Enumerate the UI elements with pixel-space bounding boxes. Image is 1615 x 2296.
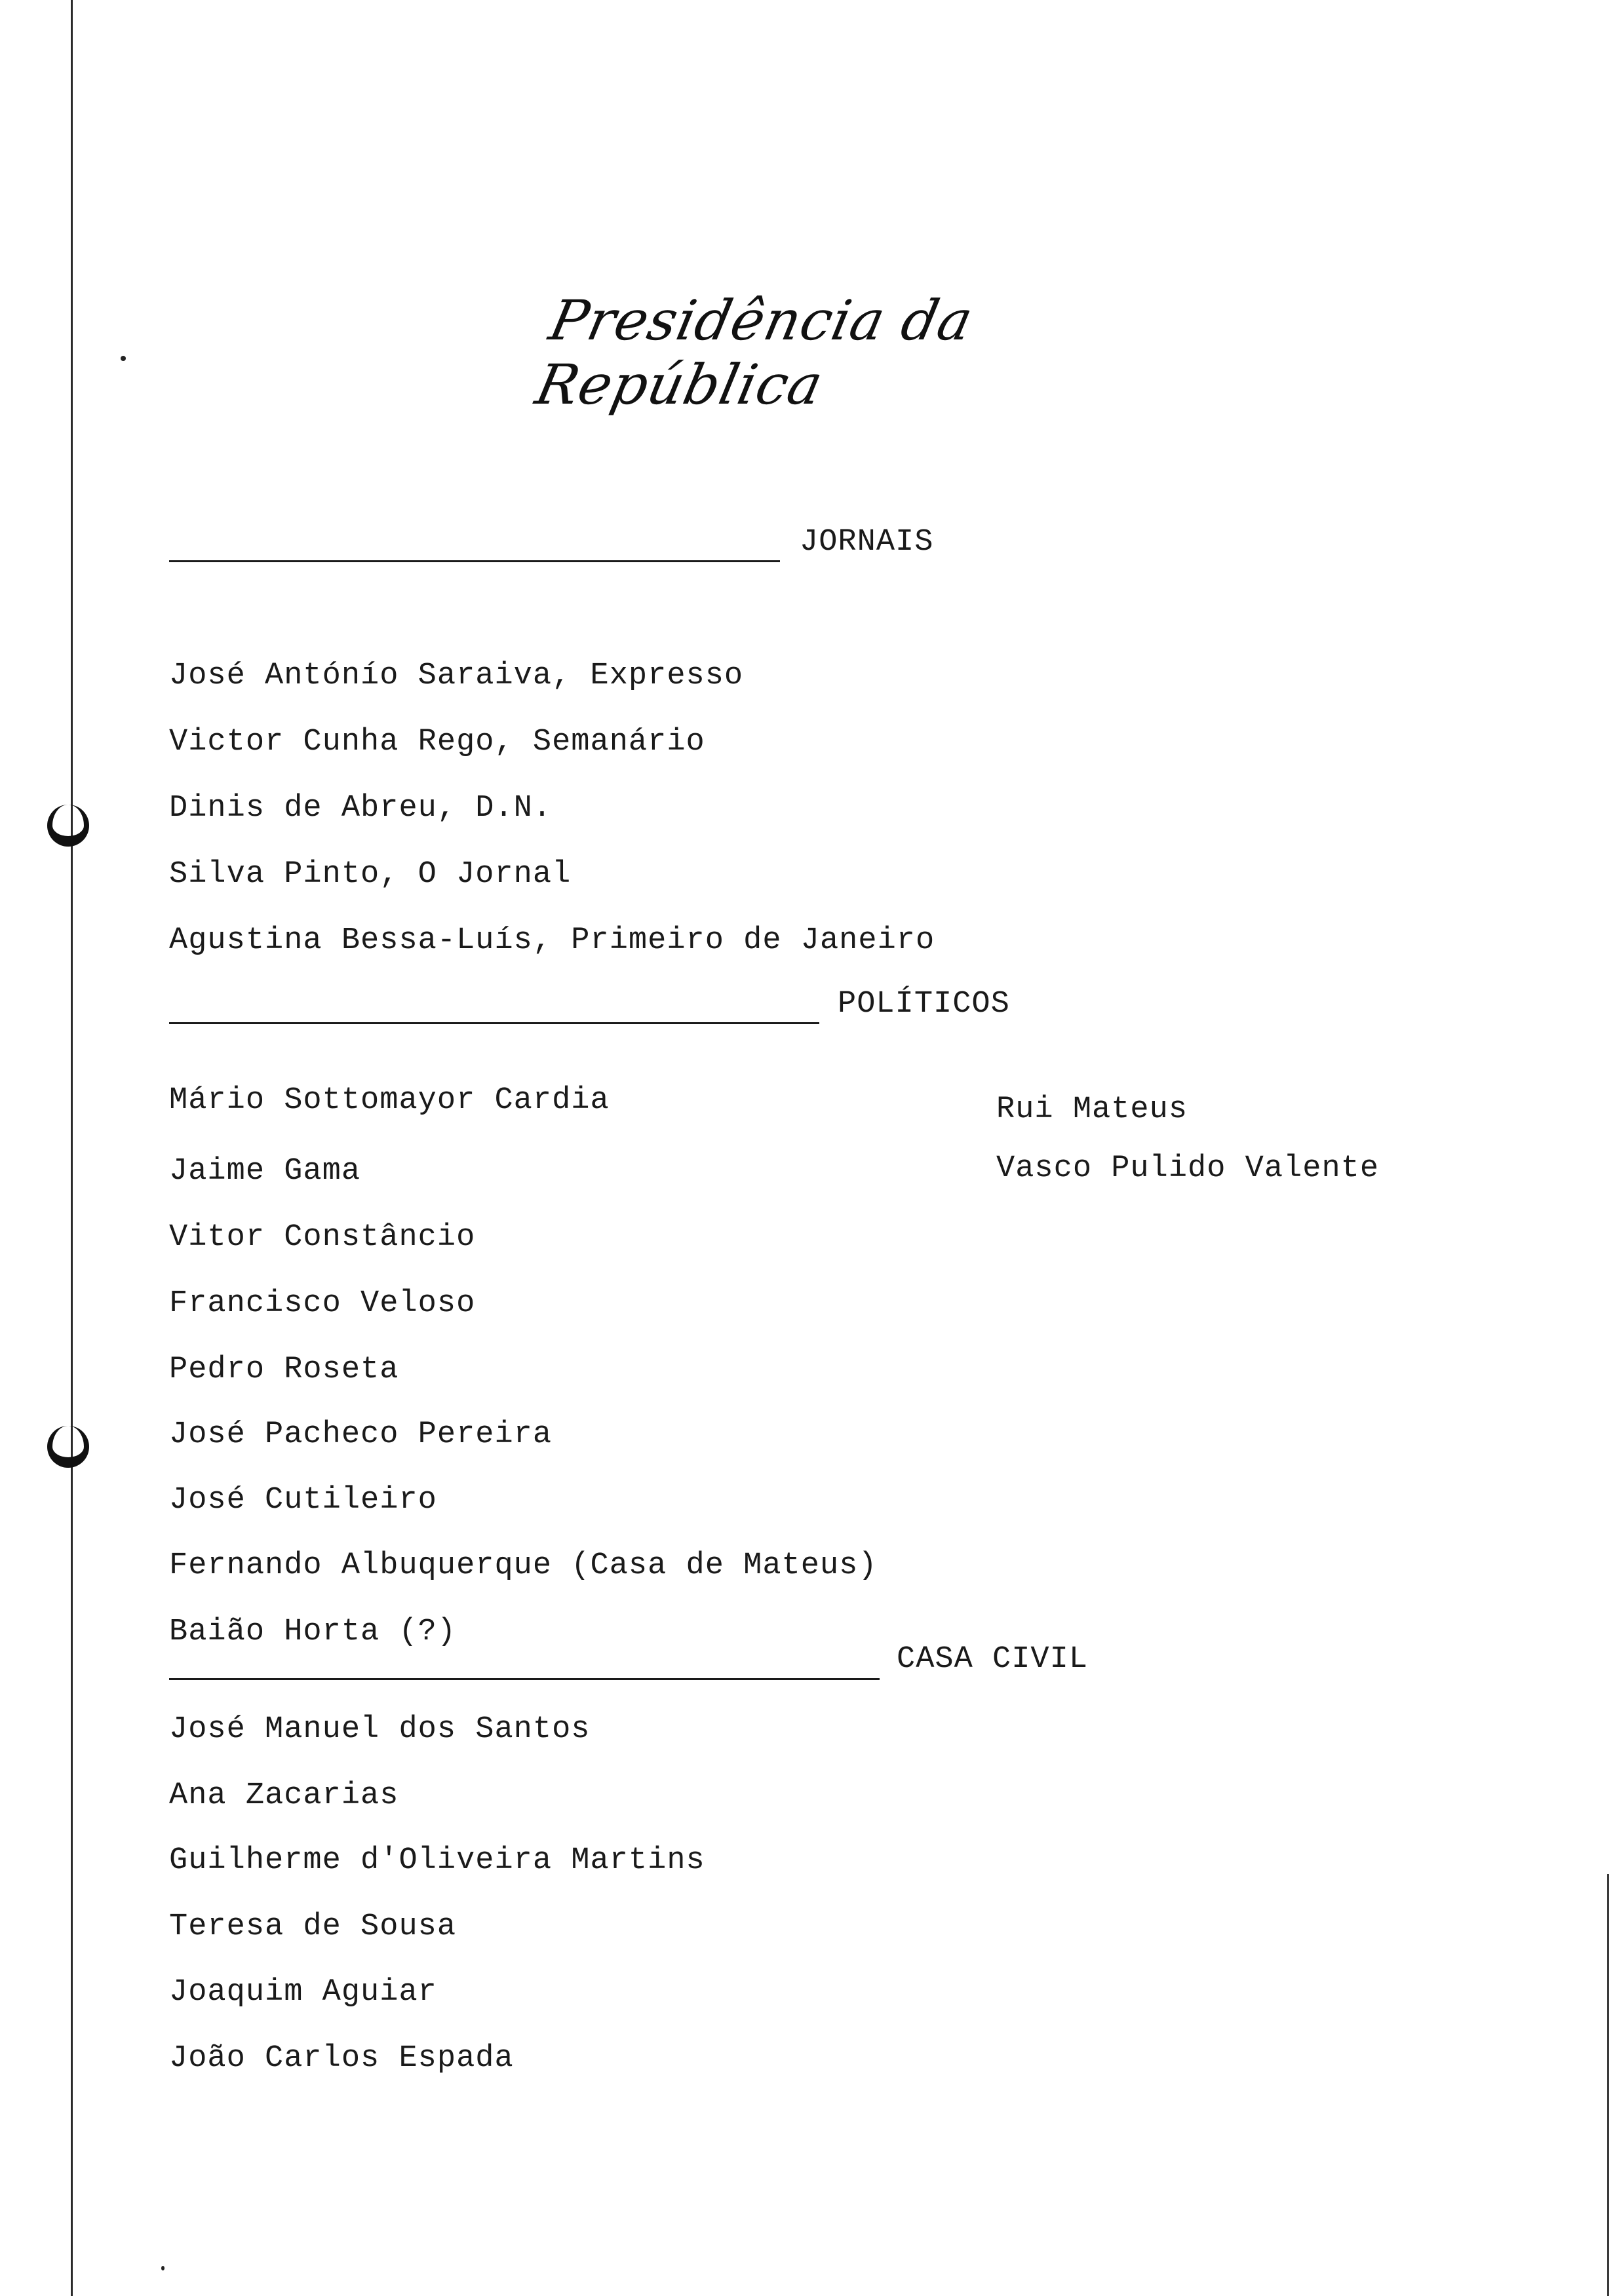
section-rule-jornais <box>169 560 780 562</box>
right-edge-line <box>1607 1874 1609 2296</box>
list-item: Joaquim Aguiar <box>169 1975 437 2010</box>
list-item: José Antónío Saraiva, Expresso <box>169 659 744 693</box>
left-binding-line <box>71 0 73 2296</box>
letterhead-title: Presidência da República <box>530 288 979 417</box>
list-item: José Manuel dos Santos <box>169 1712 591 1747</box>
list-item: Francisco Veloso <box>169 1286 476 1321</box>
list-item: Ana Zacarias <box>169 1778 399 1813</box>
list-item: Pedro Roseta <box>169 1352 399 1387</box>
list-item: Silva Pinto, O Jornal <box>169 857 572 892</box>
speck <box>121 356 126 361</box>
list-item: Dinis de Abreu, D.N. <box>169 791 553 826</box>
list-item: Jaime Gama <box>169 1154 361 1189</box>
list-item: Guilherme d'Oliveira Martins <box>169 1843 705 1878</box>
speck <box>161 2266 165 2270</box>
section-heading-politicos: POLÍTICOS <box>838 987 1010 1022</box>
list-item: João Carlos Espada <box>169 2041 514 2076</box>
list-item: Agustina Bessa-Luís, Primeiro de Janeiro <box>169 923 935 958</box>
list-item: Teresa de Sousa <box>169 1909 457 1944</box>
list-item: Vitor Constâncio <box>169 1220 476 1255</box>
section-rule-casa-civil <box>169 1678 880 1680</box>
punch-hole-mark <box>47 1426 89 1468</box>
section-heading-jornais: JORNAIS <box>800 525 934 560</box>
list-item: José Pacheco Pereira <box>169 1417 553 1452</box>
list-item: Victor Cunha Rego, Semanário <box>169 725 705 759</box>
list-item: Mário Sottomayor Cardia <box>169 1083 610 1118</box>
list-item-right: Vasco Pulido Valente <box>996 1151 1380 1186</box>
punch-hole-mark <box>47 805 89 847</box>
section-heading-casa-civil: CASA CIVIL <box>897 1642 1089 1677</box>
section-rule-politicos <box>169 1022 819 1024</box>
list-item: José Cutileiro <box>169 1483 437 1518</box>
list-item-right: Rui Mateus <box>996 1092 1188 1127</box>
list-item: Fernando Albuquerque (Casa de Mateus) <box>169 1548 878 1583</box>
list-item: Baião Horta (?) <box>169 1615 457 1649</box>
